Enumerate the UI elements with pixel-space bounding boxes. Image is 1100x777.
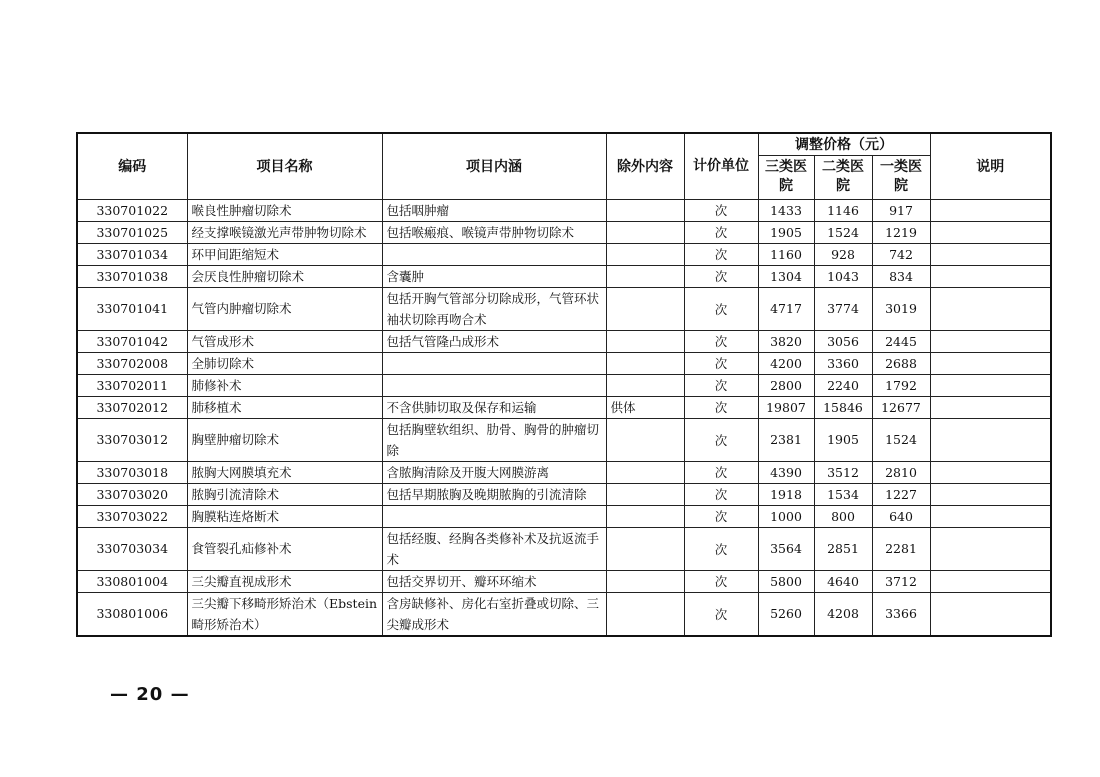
cell-price-class2: 4640 (814, 570, 872, 592)
cell-unit: 次 (684, 221, 758, 243)
cell-code: 330701041 (77, 287, 187, 330)
cell-price-class1: 2810 (872, 461, 930, 483)
cell-name: 气管内肿瘤切除术 (187, 287, 382, 330)
cell-name: 三尖瓣直视成形术 (187, 570, 382, 592)
cell-content: 包括早期脓胸及晚期脓胸的引流清除 (382, 483, 606, 505)
header-price-group: 调整价格（元） (758, 133, 930, 155)
cell-price-class2: 2240 (814, 374, 872, 396)
cell-price-class2: 800 (814, 505, 872, 527)
cell-excluded (606, 243, 684, 265)
cell-price-class3: 4390 (758, 461, 814, 483)
cell-unit: 次 (684, 287, 758, 330)
cell-code: 330701034 (77, 243, 187, 265)
cell-price-class1: 1219 (872, 221, 930, 243)
cell-excluded (606, 352, 684, 374)
cell-unit: 次 (684, 570, 758, 592)
cell-note (930, 243, 1051, 265)
table-row (77, 396, 1051, 418)
table-row (77, 243, 1051, 265)
header-unit: 计价单位 (684, 133, 758, 199)
header-class3: 三类医院 (758, 155, 814, 199)
cell-price-class2: 1534 (814, 483, 872, 505)
cell-code: 330702011 (77, 374, 187, 396)
cell-code: 330703022 (77, 505, 187, 527)
cell-name: 食管裂孔疝修补术 (187, 527, 382, 570)
cell-note (930, 570, 1051, 592)
cell-note (930, 505, 1051, 527)
cell-note (930, 418, 1051, 461)
cell-excluded (606, 199, 684, 221)
cell-price-class3: 1160 (758, 243, 814, 265)
cell-excluded: 供体 (606, 396, 684, 418)
cell-excluded (606, 287, 684, 330)
cell-excluded (606, 592, 684, 636)
header-name: 项目名称 (187, 133, 382, 199)
cell-price-class3: 5260 (758, 592, 814, 636)
cell-price-class2: 3056 (814, 330, 872, 352)
cell-note (930, 287, 1051, 330)
header-class2: 二类医院 (814, 155, 872, 199)
table-row (77, 505, 1051, 527)
cell-price-class2: 3512 (814, 461, 872, 483)
cell-name: 会厌良性肿瘤切除术 (187, 265, 382, 287)
cell-unit: 次 (684, 505, 758, 527)
cell-price-class1: 742 (872, 243, 930, 265)
cell-unit: 次 (684, 483, 758, 505)
cell-name: 气管成形术 (187, 330, 382, 352)
table-row (77, 221, 1051, 243)
cell-name: 三尖瓣下移畸形矫治术（Ebstein畸形矫治术） (187, 592, 382, 636)
cell-content: 包括交界切开、瓣环环缩术 (382, 570, 606, 592)
header-excluded: 除外内容 (606, 133, 684, 199)
cell-note (930, 199, 1051, 221)
cell-code: 330703034 (77, 527, 187, 570)
page-number: — 20 — (110, 684, 190, 705)
cell-price-class1: 3019 (872, 287, 930, 330)
table-row (77, 483, 1051, 505)
cell-price-class3: 2381 (758, 418, 814, 461)
table-row (77, 570, 1051, 592)
cell-price-class3: 1433 (758, 199, 814, 221)
cell-code: 330701042 (77, 330, 187, 352)
table-row (77, 461, 1051, 483)
cell-content: 不含供肺切取及保存和运输 (382, 396, 606, 418)
cell-price-class1: 834 (872, 265, 930, 287)
cell-price-class1: 640 (872, 505, 930, 527)
cell-price-class1: 1524 (872, 418, 930, 461)
cell-unit: 次 (684, 461, 758, 483)
cell-name: 脓胸引流清除术 (187, 483, 382, 505)
cell-price-class1: 1792 (872, 374, 930, 396)
cell-content (382, 505, 606, 527)
cell-excluded (606, 505, 684, 527)
cell-price-class2: 1043 (814, 265, 872, 287)
cell-content: 含房缺修补、房化右室折叠或切除、三尖瓣成形术 (382, 592, 606, 636)
table-row (77, 592, 1051, 636)
cell-name: 环甲间距缩短术 (187, 243, 382, 265)
cell-price-class3: 4717 (758, 287, 814, 330)
cell-note (930, 374, 1051, 396)
cell-price-class2: 928 (814, 243, 872, 265)
price-adjustment-table (76, 132, 1052, 637)
cell-content: 含脓胸清除及开腹大网膜游离 (382, 461, 606, 483)
cell-note (930, 265, 1051, 287)
cell-content: 含囊肿 (382, 265, 606, 287)
table-row (77, 330, 1051, 352)
cell-price-class3: 1918 (758, 483, 814, 505)
table-row (77, 287, 1051, 330)
cell-code: 330703018 (77, 461, 187, 483)
cell-excluded (606, 461, 684, 483)
cell-price-class3: 19807 (758, 396, 814, 418)
cell-name: 全肺切除术 (187, 352, 382, 374)
table-row (77, 418, 1051, 461)
cell-price-class2: 1524 (814, 221, 872, 243)
cell-price-class2: 1905 (814, 418, 872, 461)
cell-price-class2: 3360 (814, 352, 872, 374)
header-content: 项目内涵 (382, 133, 606, 199)
cell-unit: 次 (684, 352, 758, 374)
cell-price-class3: 3564 (758, 527, 814, 570)
cell-content: 包括喉瘢痕、喉镜声带肿物切除术 (382, 221, 606, 243)
cell-unit: 次 (684, 330, 758, 352)
cell-excluded (606, 221, 684, 243)
table-body (77, 199, 1051, 636)
header-class1: 一类医院 (872, 155, 930, 199)
cell-code: 330703012 (77, 418, 187, 461)
cell-code: 330701025 (77, 221, 187, 243)
cell-content: 包括开胸气管部分切除成形，气管环状袖状切除再吻合术 (382, 287, 606, 330)
cell-excluded (606, 265, 684, 287)
cell-code: 330702008 (77, 352, 187, 374)
cell-unit: 次 (684, 418, 758, 461)
cell-code: 330702012 (77, 396, 187, 418)
cell-content (382, 352, 606, 374)
table-row (77, 265, 1051, 287)
cell-price-class3: 1905 (758, 221, 814, 243)
cell-unit: 次 (684, 592, 758, 636)
cell-note (930, 461, 1051, 483)
table-row (77, 374, 1051, 396)
cell-code: 330801004 (77, 570, 187, 592)
cell-price-class3: 2800 (758, 374, 814, 396)
cell-price-class1: 2445 (872, 330, 930, 352)
cell-code: 330801006 (77, 592, 187, 636)
cell-price-class3: 5800 (758, 570, 814, 592)
cell-content: 包括气管隆凸成形术 (382, 330, 606, 352)
cell-unit: 次 (684, 243, 758, 265)
cell-price-class3: 1000 (758, 505, 814, 527)
cell-excluded (606, 570, 684, 592)
cell-price-class1: 12677 (872, 396, 930, 418)
cell-price-class2: 15846 (814, 396, 872, 418)
cell-note (930, 527, 1051, 570)
cell-content (382, 243, 606, 265)
cell-note (930, 483, 1051, 505)
cell-note (930, 221, 1051, 243)
cell-name: 胸壁肿瘤切除术 (187, 418, 382, 461)
table-header (77, 133, 1051, 199)
cell-unit: 次 (684, 199, 758, 221)
cell-excluded (606, 418, 684, 461)
cell-price-class3: 3820 (758, 330, 814, 352)
cell-excluded (606, 330, 684, 352)
cell-name: 脓胸大网膜填充术 (187, 461, 382, 483)
cell-unit: 次 (684, 396, 758, 418)
cell-price-class1: 3712 (872, 570, 930, 592)
cell-excluded (606, 483, 684, 505)
cell-note (930, 396, 1051, 418)
cell-name: 胸膜粘连烙断术 (187, 505, 382, 527)
table-row (77, 199, 1051, 221)
cell-price-class1: 2688 (872, 352, 930, 374)
cell-code: 330703020 (77, 483, 187, 505)
cell-unit: 次 (684, 265, 758, 287)
cell-content (382, 374, 606, 396)
cell-code: 330701022 (77, 199, 187, 221)
cell-unit: 次 (684, 527, 758, 570)
cell-price-class1: 3366 (872, 592, 930, 636)
cell-content: 包括胸壁软组织、肋骨、胸骨的肿瘤切除 (382, 418, 606, 461)
cell-note (930, 592, 1051, 636)
cell-content: 包括咽肿瘤 (382, 199, 606, 221)
cell-unit: 次 (684, 374, 758, 396)
cell-name: 肺移植术 (187, 396, 382, 418)
cell-name: 喉良性肿瘤切除术 (187, 199, 382, 221)
table-row (77, 352, 1051, 374)
cell-price-class2: 3774 (814, 287, 872, 330)
header-code: 编码 (77, 133, 187, 199)
cell-price-class2: 1146 (814, 199, 872, 221)
cell-content: 包括经腹、经胸各类修补术及抗返流手术 (382, 527, 606, 570)
cell-code: 330701038 (77, 265, 187, 287)
cell-price-class2: 2851 (814, 527, 872, 570)
cell-price-class3: 4200 (758, 352, 814, 374)
cell-price-class1: 917 (872, 199, 930, 221)
header-note: 说明 (930, 133, 1051, 199)
cell-name: 经支撑喉镜激光声带肿物切除术 (187, 221, 382, 243)
cell-price-class2: 4208 (814, 592, 872, 636)
cell-price-class1: 1227 (872, 483, 930, 505)
cell-note (930, 352, 1051, 374)
cell-price-class3: 1304 (758, 265, 814, 287)
cell-note (930, 330, 1051, 352)
cell-excluded (606, 527, 684, 570)
cell-name: 肺修补术 (187, 374, 382, 396)
table-row (77, 527, 1051, 570)
cell-excluded (606, 374, 684, 396)
cell-price-class1: 2281 (872, 527, 930, 570)
